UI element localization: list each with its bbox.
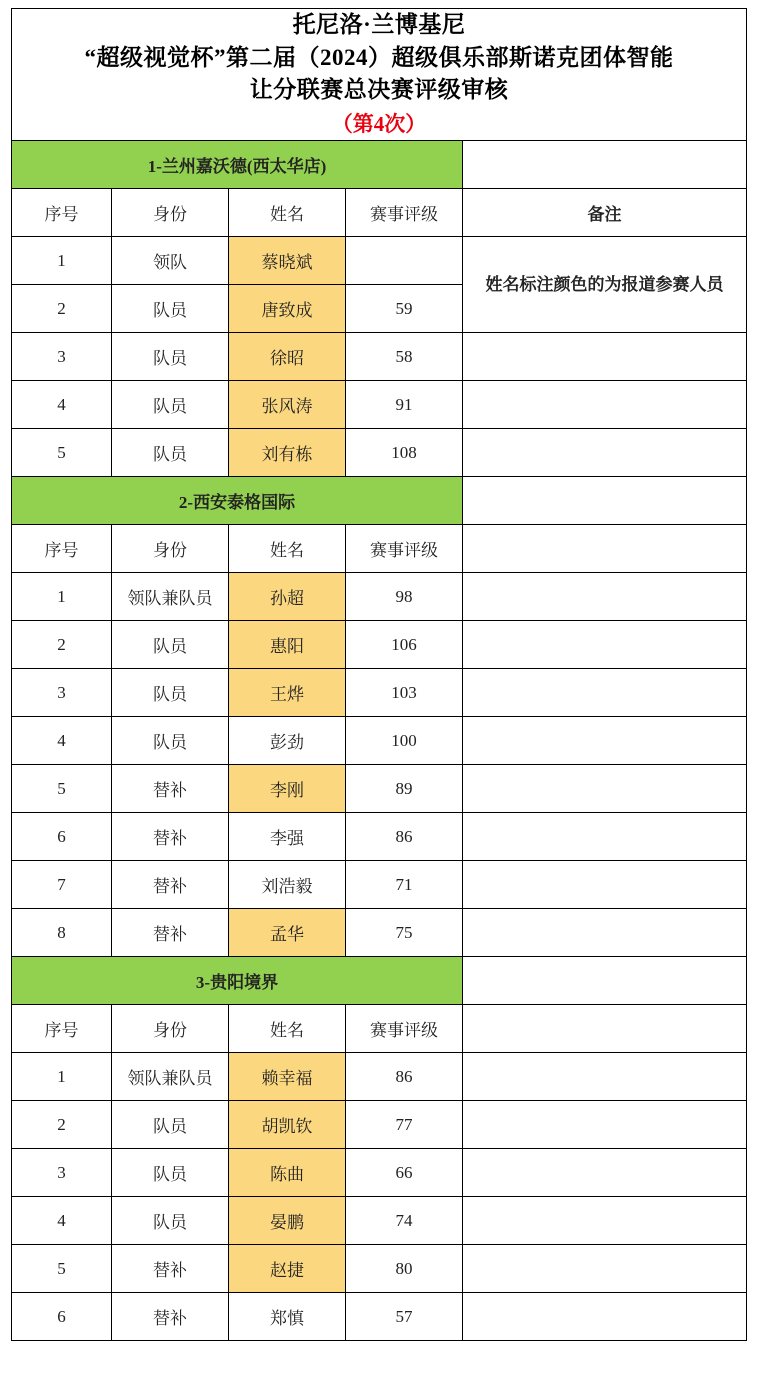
cell-rating: 71	[346, 861, 463, 909]
table-row	[12, 813, 747, 861]
col-header-name: 姓名	[229, 1005, 346, 1053]
cell-role: 领队	[112, 237, 229, 285]
cell-name: 刘有栋	[229, 429, 346, 477]
col-header-role: 身份	[112, 1005, 229, 1053]
document-title	[12, 9, 747, 141]
remark-empty	[463, 909, 747, 957]
cell-rating: 58	[346, 333, 463, 381]
remark-spacer-1	[463, 141, 747, 189]
cell-name: 彭劲	[229, 717, 346, 765]
cell-seq: 1	[12, 573, 112, 621]
cell-seq: 4	[12, 381, 112, 429]
cell-rating: 75	[346, 909, 463, 957]
cell-rating: 108	[346, 429, 463, 477]
remark-empty	[463, 429, 747, 477]
col-header-rating: 赛事评级	[346, 189, 463, 237]
team-name-2: 2-西安泰格国际	[12, 477, 463, 525]
remark-empty	[463, 621, 747, 669]
cell-rating: 100	[346, 717, 463, 765]
table-row	[12, 1245, 747, 1293]
cell-name: 郑慎	[229, 1293, 346, 1341]
col-header-name: 姓名	[229, 189, 346, 237]
cell-seq: 7	[12, 861, 112, 909]
remark-empty	[463, 1149, 747, 1197]
column-header-row	[12, 189, 747, 237]
cell-seq: 1	[12, 1053, 112, 1101]
table-row	[12, 1149, 747, 1197]
cell-role: 队员	[112, 333, 229, 381]
table-row	[12, 1053, 747, 1101]
cell-rating: 98	[346, 573, 463, 621]
remark-header: 备注	[463, 189, 747, 237]
cell-seq: 8	[12, 909, 112, 957]
cell-seq: 6	[12, 1293, 112, 1341]
cell-name: 刘浩毅	[229, 861, 346, 909]
remark-empty	[463, 333, 747, 381]
cell-seq: 4	[12, 1197, 112, 1245]
cell-rating: 77	[346, 1101, 463, 1149]
table-row	[12, 765, 747, 813]
cell-role: 队员	[112, 285, 229, 333]
cell-name: 徐昭	[229, 333, 346, 381]
cell-role: 队员	[112, 1197, 229, 1245]
cell-role: 替补	[112, 813, 229, 861]
cell-role: 替补	[112, 1245, 229, 1293]
cell-role: 领队兼队员	[112, 1053, 229, 1101]
remark-spacer-2	[463, 477, 747, 525]
table-row	[12, 237, 747, 285]
remark-empty	[463, 1293, 747, 1341]
cell-rating	[346, 237, 463, 285]
cell-seq: 1	[12, 237, 112, 285]
cell-rating: 86	[346, 813, 463, 861]
cell-name: 蔡晓斌	[229, 237, 346, 285]
cell-role: 替补	[112, 909, 229, 957]
col-header-seq: 序号	[12, 525, 112, 573]
table-row	[12, 861, 747, 909]
cell-name: 惠阳	[229, 621, 346, 669]
cell-name: 晏鹏	[229, 1197, 346, 1245]
col-header-rating: 赛事评级	[346, 1005, 463, 1053]
column-header-row	[12, 1005, 747, 1053]
team-band-row	[12, 477, 747, 525]
cell-name: 孟华	[229, 909, 346, 957]
remark-body: 姓名标注颜色的为报道参赛人员	[463, 237, 747, 333]
remark-empty	[463, 1197, 747, 1245]
cell-seq: 5	[12, 1245, 112, 1293]
cell-rating: 66	[346, 1149, 463, 1197]
remark-empty	[463, 669, 747, 717]
cell-name: 胡凯钦	[229, 1101, 346, 1149]
col-header-name: 姓名	[229, 525, 346, 573]
table-row	[12, 1197, 747, 1245]
column-header-row	[12, 525, 747, 573]
title-line-3: 让分联赛总决赛评级审核	[249, 77, 509, 103]
rating-review-table	[11, 8, 747, 1341]
cell-name: 张风涛	[229, 381, 346, 429]
table-body	[12, 9, 747, 1341]
cell-name: 王烨	[229, 669, 346, 717]
cell-seq: 6	[12, 813, 112, 861]
cell-role: 队员	[112, 429, 229, 477]
title-row	[12, 9, 747, 141]
col-header-seq: 序号	[12, 189, 112, 237]
table-row	[12, 717, 747, 765]
table-row	[12, 573, 747, 621]
cell-rating: 86	[346, 1053, 463, 1101]
remark-empty	[463, 765, 747, 813]
cell-seq: 2	[12, 285, 112, 333]
table-row	[12, 909, 747, 957]
cell-rating: 80	[346, 1245, 463, 1293]
cell-role: 替补	[112, 765, 229, 813]
cell-name: 李强	[229, 813, 346, 861]
cell-rating: 74	[346, 1197, 463, 1245]
title-line-2: “超级视觉杯”第二届（2024）超级俱乐部斯诺克团体智能	[84, 44, 674, 70]
document-page	[0, 8, 757, 1395]
remark-empty	[463, 381, 747, 429]
team-name-3: 3-贵阳境界	[12, 957, 463, 1005]
remark-empty	[463, 1005, 747, 1053]
cell-seq: 2	[12, 621, 112, 669]
table-row	[12, 669, 747, 717]
remark-empty	[463, 861, 747, 909]
remark-empty	[463, 573, 747, 621]
cell-seq: 5	[12, 429, 112, 477]
cell-name: 李刚	[229, 765, 346, 813]
cell-role: 队员	[112, 717, 229, 765]
table-row	[12, 333, 747, 381]
table-row	[12, 429, 747, 477]
cell-role: 领队兼队员	[112, 573, 229, 621]
col-header-role: 身份	[112, 189, 229, 237]
remark-empty	[463, 1245, 747, 1293]
table-row	[12, 1293, 747, 1341]
team-name-1: 1-兰州嘉沃德(西太华店)	[12, 141, 463, 189]
table-row	[12, 381, 747, 429]
cell-role: 队员	[112, 621, 229, 669]
cell-seq: 3	[12, 333, 112, 381]
cell-role: 队员	[112, 381, 229, 429]
remark-empty	[463, 717, 747, 765]
cell-seq: 4	[12, 717, 112, 765]
remark-empty	[463, 1101, 747, 1149]
remark-empty	[463, 1053, 747, 1101]
cell-rating: 89	[346, 765, 463, 813]
cell-role: 队员	[112, 669, 229, 717]
col-header-role: 身份	[112, 525, 229, 573]
cell-role: 队员	[112, 1101, 229, 1149]
title-subtitle: （第4次）	[331, 111, 427, 136]
col-header-seq: 序号	[12, 1005, 112, 1053]
remark-spacer-3	[463, 957, 747, 1005]
cell-role: 替补	[112, 1293, 229, 1341]
remark-empty	[463, 813, 747, 861]
cell-rating: 106	[346, 621, 463, 669]
cell-rating: 57	[346, 1293, 463, 1341]
cell-name: 赖幸福	[229, 1053, 346, 1101]
cell-seq: 5	[12, 765, 112, 813]
cell-rating: 91	[346, 381, 463, 429]
team-band-row	[12, 141, 747, 189]
cell-name: 孙超	[229, 573, 346, 621]
col-header-rating: 赛事评级	[346, 525, 463, 573]
remark-empty	[463, 525, 747, 573]
team-band-row	[12, 957, 747, 1005]
cell-seq: 3	[12, 669, 112, 717]
title-line-1: 托尼洛·兰博基尼	[292, 12, 466, 37]
cell-role: 替补	[112, 861, 229, 909]
cell-rating: 103	[346, 669, 463, 717]
cell-seq: 3	[12, 1149, 112, 1197]
cell-role: 队员	[112, 1149, 229, 1197]
cell-name: 唐致成	[229, 285, 346, 333]
cell-name: 陈曲	[229, 1149, 346, 1197]
cell-seq: 2	[12, 1101, 112, 1149]
cell-rating: 59	[346, 285, 463, 333]
table-row	[12, 621, 747, 669]
cell-name: 赵捷	[229, 1245, 346, 1293]
table-row	[12, 1101, 747, 1149]
